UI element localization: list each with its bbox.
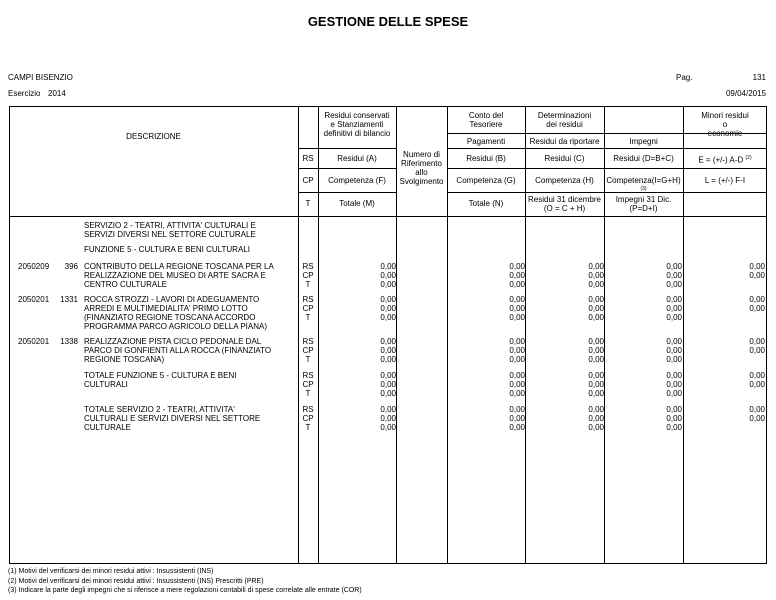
- amount-cell: 0,00: [749, 262, 765, 271]
- col-divider: [298, 106, 299, 564]
- report-date: 09/04/2015: [725, 89, 766, 98]
- funzione-heading: FUNZIONE 5 - CULTURA E BENI CULTURALI: [84, 245, 250, 254]
- amount-cell: 0,00: [380, 271, 396, 280]
- footnote-2: (2) Motivi del verificarsi dei minori residui attivi : Insussistenti (INS) Prescritti (PRE): [8, 578, 264, 585]
- row-description-line: PROGRAMMA PARCO AGRICOLO DELLA PIANA): [84, 322, 268, 331]
- header-numero-riferimento: Numero di Riferimento allo Svolgimento: [399, 150, 444, 186]
- amount-cell: 0,00: [509, 355, 525, 364]
- col-divider: [604, 106, 605, 564]
- row-number: 1338: [60, 337, 78, 346]
- amount-cell: 0,00: [509, 313, 525, 322]
- row-description-line: CULTURALE: [84, 423, 131, 432]
- amount-cell: 0,00: [509, 346, 525, 355]
- amount-cell: 0,00: [588, 262, 604, 271]
- row-description-line: ROCCA STROZZI - LAVORI DI ADEGUAMENTO: [84, 295, 260, 304]
- header-line: [298, 192, 318, 193]
- header-line: [298, 168, 318, 169]
- header-residui-da-riportare: Residui da riportare: [529, 137, 600, 146]
- header-impegni: Impegni: [629, 137, 658, 146]
- amount-cell: 0,00: [380, 337, 396, 346]
- row-type-label: RS: [302, 371, 314, 380]
- amount-cell: 0,00: [588, 414, 604, 423]
- amount-cell: 0,00: [380, 280, 396, 289]
- amount-cell: 0,00: [749, 295, 765, 304]
- amount-cell: 0,00: [588, 380, 604, 389]
- amount-cell: 0,00: [588, 389, 604, 398]
- amount-cell: 0,00: [509, 262, 525, 271]
- amount-cell: 0,00: [380, 262, 396, 271]
- row-description-line: CULTURALI E SERVIZI DIVERSI NEL SETTORE: [84, 414, 261, 423]
- row-type-label: T: [305, 280, 311, 289]
- footnote-1: (1) Motivi del verificarsi dei minori residui attivi : Insussistenti (INS): [8, 568, 214, 575]
- header-rs: RS: [302, 154, 314, 163]
- row-type-label: RS: [302, 262, 314, 271]
- amount-cell: 0,00: [380, 389, 396, 398]
- page-label: Pag.: [676, 73, 693, 82]
- amount-cell: 0,00: [509, 271, 525, 280]
- header-competenza-f: Competenza (F): [328, 176, 386, 185]
- col-divider: [447, 106, 448, 564]
- amount-cell: 0,00: [588, 423, 604, 432]
- amount-cell: 0,00: [588, 337, 604, 346]
- amount-cell: 0,00: [666, 371, 682, 380]
- amount-cell: 0,00: [588, 304, 604, 313]
- header-competenza-i: Competenza(I=G+H)$^{(3)}$: [606, 176, 681, 192]
- amount-cell: 0,00: [666, 389, 682, 398]
- row-number: 396: [64, 262, 78, 271]
- amount-cell: 0,00: [666, 262, 682, 271]
- amount-cell: 0,00: [380, 423, 396, 432]
- amount-cell: 0,00: [588, 346, 604, 355]
- amount-cell: 0,00: [509, 405, 525, 414]
- header-e-formula: E = (+/-) A-D $^{(2)}$: [698, 155, 752, 165]
- row-description-line: CONTRIBUTO DELLA REGIONE TOSCANA PER LA: [84, 262, 274, 271]
- header-residui-conservati: Residui conservati e Stanziamenti definitivi di bilancio: [323, 111, 391, 138]
- amount-cell: 0,00: [666, 405, 682, 414]
- header-determinazioni: Determinazioni dei residui: [537, 111, 592, 129]
- amount-cell: 0,00: [380, 346, 396, 355]
- header-minori-residui: Minori residui o economie: [701, 111, 749, 138]
- amount-cell: 0,00: [666, 295, 682, 304]
- header-line: [298, 148, 318, 149]
- col-divider: [525, 106, 526, 564]
- amount-cell: 0,00: [666, 337, 682, 346]
- amount-cell: 0,00: [380, 405, 396, 414]
- amount-cell: 0,00: [749, 337, 765, 346]
- row-code: 2050209: [18, 262, 50, 271]
- header-l-formula: L = (+/-) F-I: [704, 176, 746, 185]
- header-line: [318, 168, 396, 169]
- amount-cell: 0,00: [666, 380, 682, 389]
- row-number: 1331: [60, 295, 78, 304]
- amount-cell: 0,00: [749, 414, 765, 423]
- amount-cell: 0,00: [666, 280, 682, 289]
- header-residui-a: Residui (A): [337, 154, 377, 163]
- col-divider: [318, 106, 319, 564]
- header-residui-c: Residui (C): [544, 154, 585, 163]
- row-type-label: CP: [302, 346, 314, 355]
- row-description-line: TOTALE FUNZIONE 5 - CULTURA E BENI: [84, 371, 237, 380]
- header-line: [447, 168, 767, 169]
- row-type-label: CP: [302, 271, 314, 280]
- amount-cell: 0,00: [509, 423, 525, 432]
- row-type-label: T: [305, 389, 311, 398]
- amount-cell: 0,00: [509, 304, 525, 313]
- amount-cell: 0,00: [749, 304, 765, 313]
- row-description-line: REALIZZAZIONE PISTA CICLO PEDONALE DAL: [84, 337, 262, 346]
- page-number: 131: [752, 73, 766, 82]
- header-line: [318, 148, 396, 149]
- header-descrizione: DESCRIZIONE: [126, 132, 181, 141]
- amount-cell: 0,00: [666, 414, 682, 423]
- row-description-line: TOTALE SERVIZIO 2 - TEATRI, ATTIVITA': [84, 405, 235, 414]
- header-cp: CP: [302, 176, 314, 185]
- row-description-line: CULTURALI: [84, 380, 128, 389]
- header-totale-n: Totale (N): [468, 199, 504, 208]
- amount-cell: 0,00: [380, 304, 396, 313]
- amount-cell: 0,00: [666, 355, 682, 364]
- amount-cell: 0,00: [588, 280, 604, 289]
- header-residui-31: Residui 31 dicembre (O = C + H): [528, 195, 601, 213]
- amount-cell: 0,00: [509, 280, 525, 289]
- fiscal-year: 2014: [48, 89, 66, 98]
- header-competenza-g: Competenza (G): [456, 176, 516, 185]
- header-conto-tesoriere: Conto del Tesoriere: [468, 111, 504, 129]
- row-type-label: T: [305, 313, 311, 322]
- row-type-label: T: [305, 423, 311, 432]
- amount-cell: 0,00: [666, 346, 682, 355]
- row-description-line: REGIONE TOSCANA): [84, 355, 165, 364]
- amount-cell: 0,00: [749, 371, 765, 380]
- amount-cell: 0,00: [749, 380, 765, 389]
- amount-cell: 0,00: [588, 405, 604, 414]
- row-type-label: CP: [302, 414, 314, 423]
- amount-cell: 0,00: [380, 371, 396, 380]
- row-description-line: CENTRO CULTURALE: [84, 280, 167, 289]
- row-type-label: CP: [302, 304, 314, 313]
- amount-cell: 0,00: [588, 295, 604, 304]
- amount-cell: 0,00: [588, 355, 604, 364]
- amount-cell: 0,00: [509, 337, 525, 346]
- header-divider: [9, 216, 767, 217]
- amount-cell: 0,00: [380, 380, 396, 389]
- amount-cell: 0,00: [588, 271, 604, 280]
- header-competenza-h: Competenza (H): [535, 176, 594, 185]
- header-line: [447, 148, 767, 149]
- row-description-line: REALIZZAZIONE DEL MUSEO DI ARTE SACRA E: [84, 271, 266, 280]
- servizio-heading: SERVIZIO 2 - TEATRI, ATTIVITA' CULTURALI E SERVIZI DIVERSI NEL SETTORE CULTURALE: [84, 221, 256, 239]
- row-type-label: RS: [302, 337, 314, 346]
- row-type-label: RS: [302, 295, 314, 304]
- amount-cell: 0,00: [666, 271, 682, 280]
- amount-cell: 0,00: [509, 295, 525, 304]
- header-line: [318, 192, 396, 193]
- amount-cell: 0,00: [588, 371, 604, 380]
- col-divider: [683, 106, 684, 564]
- fiscal-year-label: Esercizio: [8, 89, 41, 98]
- amount-cell: 0,00: [380, 414, 396, 423]
- amount-cell: 0,00: [380, 295, 396, 304]
- row-description-line: PARCO DI GONFIENTI ALLA ROCCA (FINANZIATO: [84, 346, 272, 355]
- amount-cell: 0,00: [666, 313, 682, 322]
- amount-cell: 0,00: [509, 371, 525, 380]
- amount-cell: 0,00: [380, 355, 396, 364]
- amount-cell: 0,00: [588, 313, 604, 322]
- row-code: 2050201: [18, 337, 50, 346]
- amount-cell: 0,00: [749, 271, 765, 280]
- row-description-line: (FINANZIATO REGIONE TOSCANA ACCORDO: [84, 313, 256, 322]
- header-impegni-31: Impegni 31 Dic. (P=D+I): [615, 195, 672, 213]
- row-description-line: ARREDI E MULTIMEDIALITA' PRIMO LOTTO: [84, 304, 248, 313]
- header-totale-m: Totale (M): [339, 199, 375, 208]
- amount-cell: 0,00: [749, 405, 765, 414]
- header-residui-b: Residui (B): [466, 154, 506, 163]
- amount-cell: 0,00: [509, 414, 525, 423]
- header-pagamenti: Pagamenti: [466, 137, 506, 146]
- header-t: T: [305, 199, 311, 208]
- header-residui-d: Residui (D=B+C): [613, 154, 674, 163]
- row-code: 2050201: [18, 295, 50, 304]
- row-type-label: CP: [302, 380, 314, 389]
- amount-cell: 0,00: [380, 313, 396, 322]
- amount-cell: 0,00: [749, 346, 765, 355]
- footnote-3: (3) Indicare la parte degli impegni che si riferisce a mere regolazioni contabili di spese correlate alle entrate (COR): [8, 587, 362, 594]
- amount-cell: 0,00: [509, 380, 525, 389]
- row-type-label: RS: [302, 405, 314, 414]
- row-type-label: T: [305, 355, 311, 364]
- amount-cell: 0,00: [666, 423, 682, 432]
- page-title: GESTIONE DELLE SPESE: [307, 14, 469, 29]
- amount-cell: 0,00: [509, 389, 525, 398]
- entity-name: CAMPI BISENZIO: [8, 73, 73, 82]
- report-table: [9, 106, 767, 564]
- amount-cell: 0,00: [666, 304, 682, 313]
